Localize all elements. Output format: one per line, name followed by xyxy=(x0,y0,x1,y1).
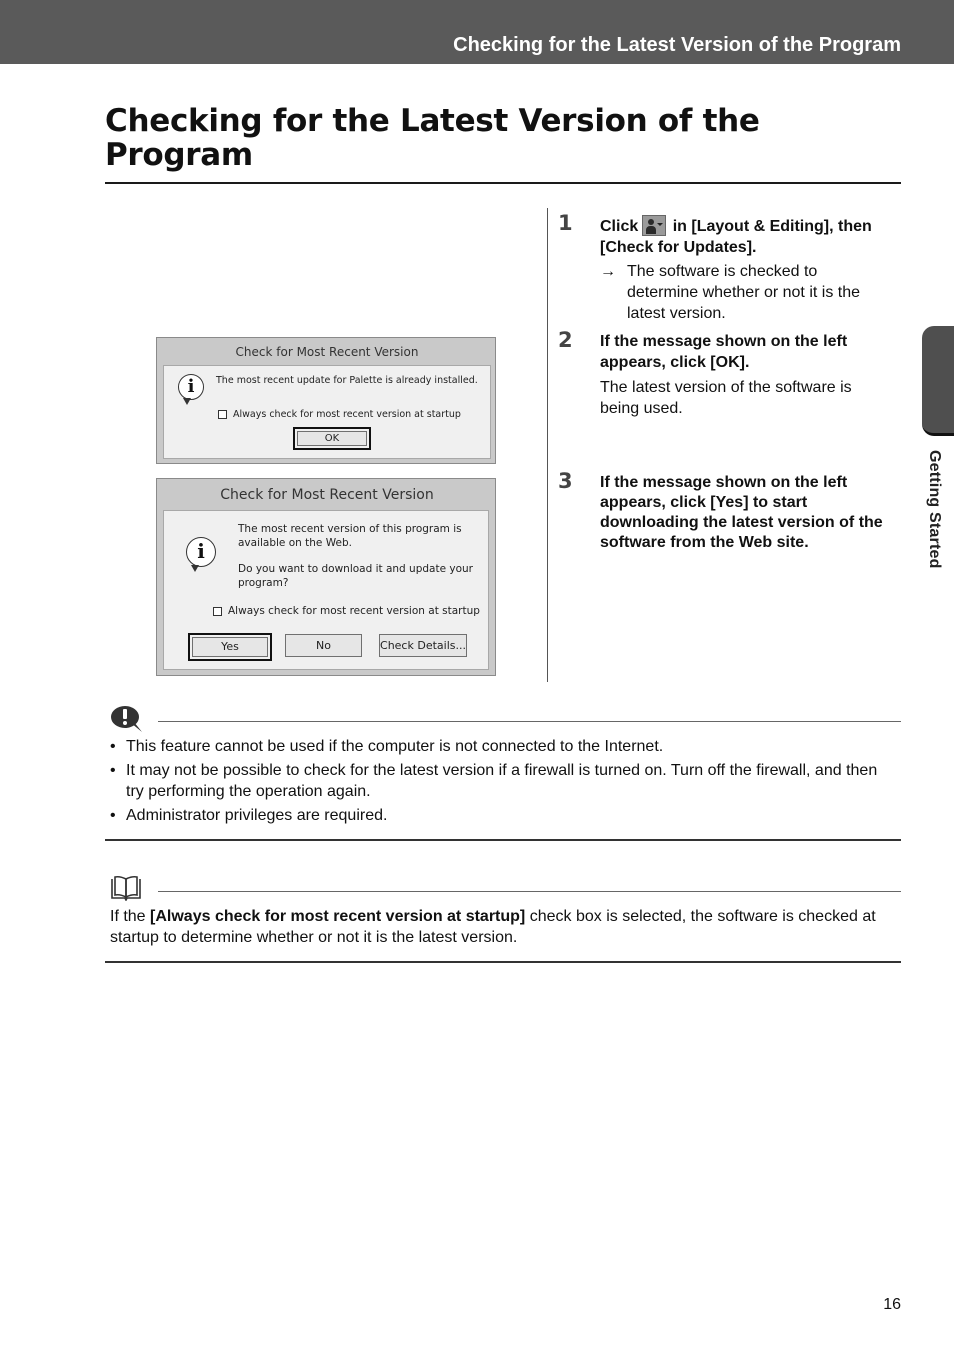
instruction-text: in [Layout & Editing], then xyxy=(672,218,872,235)
section-rule xyxy=(105,961,901,963)
yes-button[interactable]: Yes xyxy=(192,637,268,657)
checkbox-box[interactable] xyxy=(218,410,227,419)
right-arrow-icon: → xyxy=(600,263,616,280)
dialog-body xyxy=(163,365,491,459)
step-instruction xyxy=(600,215,890,258)
message-line: The most recent version of this program is xyxy=(238,523,462,535)
caution-item xyxy=(110,736,890,757)
side-tab xyxy=(922,326,954,436)
caution-item-text: This feature cannot be used if the computer is not connected to the Internet. xyxy=(126,738,664,755)
header-bar xyxy=(0,0,954,64)
message-line: available on the Web. xyxy=(238,537,352,549)
checkbox-box[interactable] xyxy=(213,607,222,616)
step-number: 2 xyxy=(558,328,573,352)
checkbox-label: Always check for most recent version at startup xyxy=(233,409,461,420)
user-profile-icon xyxy=(642,215,666,236)
info-icon: i xyxy=(178,374,204,400)
caution-item xyxy=(110,805,890,826)
step-instruction: If the message shown on the left appears, click [OK]. xyxy=(600,333,848,371)
ok-button[interactable]: OK xyxy=(297,431,367,446)
always-check-checkbox[interactable] xyxy=(218,409,461,420)
page-title: Checking for the Latest Version of the Program xyxy=(105,103,760,173)
caution-rule xyxy=(158,721,901,722)
title-rule xyxy=(105,182,901,184)
step-number: 3 xyxy=(558,469,573,493)
step-number: 1 xyxy=(558,211,573,235)
question-line: program? xyxy=(238,577,289,589)
column-divider xyxy=(547,208,548,682)
always-check-checkbox[interactable] xyxy=(213,605,480,617)
memo-bold: [Always check for most recent version at startup] xyxy=(150,908,526,925)
memo-text xyxy=(110,906,896,948)
memo-rule xyxy=(158,891,901,892)
section-rule xyxy=(105,839,901,841)
question-line: Do you want to download it and update your xyxy=(238,563,474,575)
bullet-symbol: • xyxy=(110,738,116,755)
bullet-symbol: • xyxy=(110,807,116,824)
instruction-text: [Check for Updates]. xyxy=(600,239,757,256)
header-title: Checking for the Latest Version of the Program xyxy=(453,34,901,56)
bullet-symbol: • xyxy=(110,762,116,779)
step-instruction: If the message shown on the left appears, click [Yes] to start downloading the latest version of the software from the Web site. xyxy=(600,474,883,551)
memo-prefix: If the xyxy=(110,908,151,925)
caution-item-text: Administrator privileges are required. xyxy=(126,807,388,824)
dialog-message: The most recent update for Palette is already installed. xyxy=(216,375,478,386)
checkbox-label: Always check for most recent version at startup xyxy=(228,605,480,617)
memo-book-icon xyxy=(110,875,142,901)
info-icon: i xyxy=(186,537,216,567)
caution-item-text: It may not be possible to check for the latest version if a firewall is turned on. Turn off the firewall, and then try performing the operation again. xyxy=(126,762,878,800)
dialog-message xyxy=(238,522,462,550)
caution-exclamation-icon xyxy=(110,705,144,733)
side-tab-label: Getting Started xyxy=(926,450,943,569)
step-result: The latest version of the software is being used. xyxy=(600,379,852,417)
dialog-question xyxy=(238,562,473,590)
memo-suffix: check box is selected, the software is checked at startup to determine whether or not it is the latest version. xyxy=(110,908,876,946)
no-button[interactable]: No xyxy=(285,634,362,657)
dialog-body xyxy=(163,510,489,670)
instruction-text: Click xyxy=(600,218,639,235)
page-number: 16 xyxy=(883,1296,901,1313)
check-details-button[interactable]: Check Details... xyxy=(379,634,467,657)
dialog-update-available xyxy=(156,478,496,676)
step-result xyxy=(600,261,890,324)
caution-item xyxy=(110,760,890,802)
result-text: The software is checked to determine whether or not it is the latest version. xyxy=(627,263,861,322)
dialog-already-installed xyxy=(156,337,496,464)
dialog-title: Check for Most Recent Version xyxy=(220,487,434,503)
dialog-title: Check for Most Recent Version xyxy=(235,345,419,359)
